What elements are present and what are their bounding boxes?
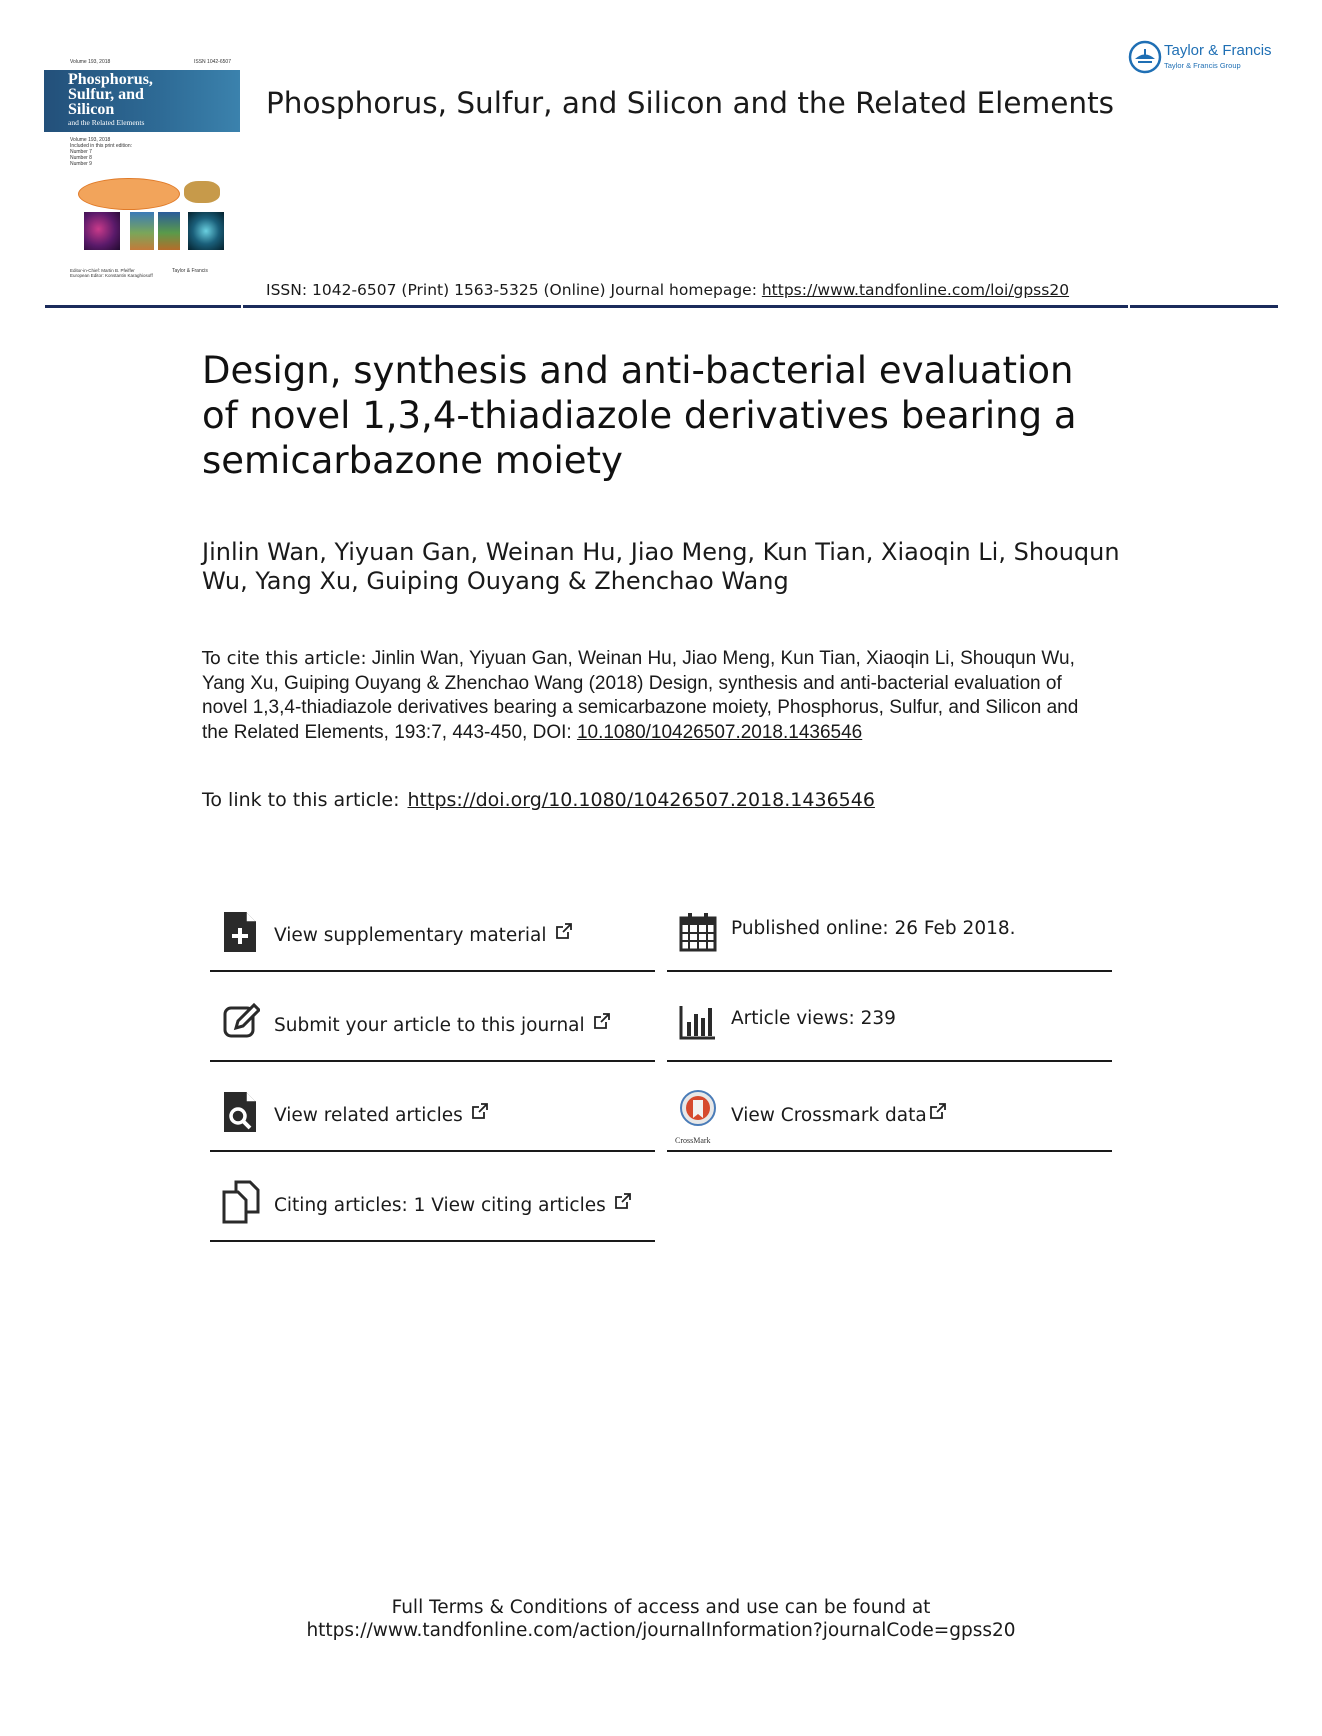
- submit-article-link[interactable]: [274, 1012, 611, 1036]
- cover-image-plant: [130, 212, 154, 250]
- cover-publisher: Taylor & Francis: [172, 268, 208, 274]
- logo-name: Taylor & Francis: [1164, 42, 1272, 59]
- crossmark-caption: CrossMark: [675, 1136, 711, 1145]
- cover-issue-info: Volume 193, 2018 Included in this print edition: Number 7 Number 8 Number 9: [70, 137, 132, 167]
- external-link-icon: [614, 1192, 632, 1210]
- journal-title: Phosphorus, Sulfur, and Silicon and the Related Elements: [266, 86, 1115, 120]
- cover-image-cells: [84, 212, 120, 250]
- related-articles-box[interactable]: [210, 1062, 655, 1152]
- article-link-line: [202, 789, 875, 811]
- published-online-box: [667, 882, 1112, 972]
- terms-footer: [0, 1596, 1322, 1642]
- cover-title-line: Sulfur, and: [68, 86, 144, 103]
- edit-icon: [222, 1000, 260, 1044]
- journal-homepage-link[interactable]: https://www.tandfonline.com/loi/gpss20: [761, 281, 1070, 299]
- logo-group: Taylor & Francis Group: [1164, 61, 1241, 70]
- external-link-icon: [929, 1102, 947, 1120]
- article-views-count: Article views: 239: [731, 1008, 896, 1029]
- issn-line: [266, 281, 1069, 299]
- divider-gap: [1128, 305, 1130, 308]
- copy-documents-icon: [222, 1180, 260, 1224]
- crossmark-box[interactable]: [667, 1062, 1112, 1152]
- citing-articles-link[interactable]: [274, 1192, 632, 1216]
- cover-title: [68, 72, 153, 117]
- cover-title-line: Phosphorus,: [68, 71, 153, 88]
- article-title: Design, synthesis and anti-bacterial evaluation of novel 1,3,4-thiadiazole derivatives bearing a semicarbazone moiety: [202, 349, 1077, 482]
- terms-link[interactable]: https://www.tandfonline.com/action/journalInformation?journalCode=gpss20: [306, 1620, 1016, 1641]
- citation-label: To cite this article:: [202, 648, 367, 669]
- citation-block: [202, 647, 1102, 745]
- supplementary-material-box[interactable]: [210, 882, 655, 972]
- supplementary-material-label: View supplementary material: [274, 925, 547, 946]
- crossmark-link[interactable]: [731, 1102, 947, 1126]
- crossmark-label: View Crossmark data: [731, 1105, 927, 1126]
- submit-article-label: Submit your article to this journal: [274, 1015, 585, 1036]
- external-link-icon: [555, 922, 573, 940]
- issn-text: ISSN: 1042-6507 (Print) 1563-5325 (Online) Journal homepage:: [266, 281, 762, 299]
- cover-subtitle: and the Related Elements: [68, 118, 145, 127]
- cover-graphic-structure: [78, 178, 180, 210]
- citing-articles-box[interactable]: [210, 1152, 655, 1242]
- bar-chart-icon: [679, 1000, 717, 1044]
- cover-image-bacteria: [188, 212, 224, 250]
- cover-graphic-compound: [184, 181, 220, 203]
- calendar-icon: [679, 910, 717, 954]
- taylor-francis-logo-icon: [1128, 40, 1162, 74]
- supplementary-material-link[interactable]: [274, 922, 573, 946]
- external-link-icon: [471, 1102, 489, 1120]
- document-plus-icon: [222, 910, 260, 954]
- citation-text: Jinlin Wan, Yiyuan Gan, Weinan Hu, Jiao Meng, Kun Tian, Xiaoqin Li, Shouqun Wu, Yang Xu, Guiping Ouyang & Zhenchao Wang (2018) Design, synthesis and anti-bacterial evaluation of novel 1,3,4-thiadiazole derivatives bearing a semicarbazone moiety, Phosphorus, Sulfur, and Silicon and the Related Elements, 193:7, 443-450, DOI:: [202, 648, 1079, 743]
- published-online-date: Published online: 26 Feb 2018.: [731, 918, 1016, 939]
- article-authors: Jinlin Wan, Yiyuan Gan, Weinan Hu, Jiao Meng, Kun Tian, Xiaoqin Li, Shouqun Wu, Yang Xu, Guiping Ouyang & Zhenchao Wang: [202, 538, 1120, 595]
- cover-image-plant: [158, 212, 180, 250]
- submit-article-box[interactable]: [210, 972, 655, 1062]
- cover-volume: Volume 193, 2018: [70, 59, 111, 65]
- cover-title-line: Silicon: [68, 101, 115, 118]
- article-doi-link[interactable]: https://doi.org/10.1080/10426507.2018.1436546: [407, 789, 875, 811]
- related-articles-link[interactable]: [274, 1102, 489, 1126]
- cover-issn: ISSN 1042-6507: [194, 59, 231, 65]
- crossmark-icon: [679, 1090, 717, 1134]
- cover-editors: Editor-in-Chief: Martin B. Pfeiffer European Editor: Konstantin Karaghiosoff: [70, 268, 153, 278]
- taylor-francis-logo[interactable]: [1122, 38, 1282, 78]
- document-search-icon: [222, 1090, 260, 1134]
- box-divider: [210, 1240, 655, 1242]
- related-articles-label: View related articles: [274, 1105, 463, 1126]
- divider-gap: [241, 305, 243, 308]
- citation-doi-link[interactable]: 10.1080/10426507.2018.1436546: [576, 721, 863, 743]
- external-link-icon: [593, 1012, 611, 1030]
- box-divider: [667, 1150, 1112, 1152]
- header-divider: [45, 305, 1278, 308]
- journal-cover-thumbnail: [44, 56, 240, 282]
- citing-articles-label: Citing articles: 1 View citing articles: [274, 1195, 606, 1216]
- article-link-label: To link to this article:: [202, 789, 400, 811]
- terms-text: Full Terms & Conditions of access and use can be found at: [391, 1597, 931, 1618]
- article-views-box: [667, 972, 1112, 1062]
